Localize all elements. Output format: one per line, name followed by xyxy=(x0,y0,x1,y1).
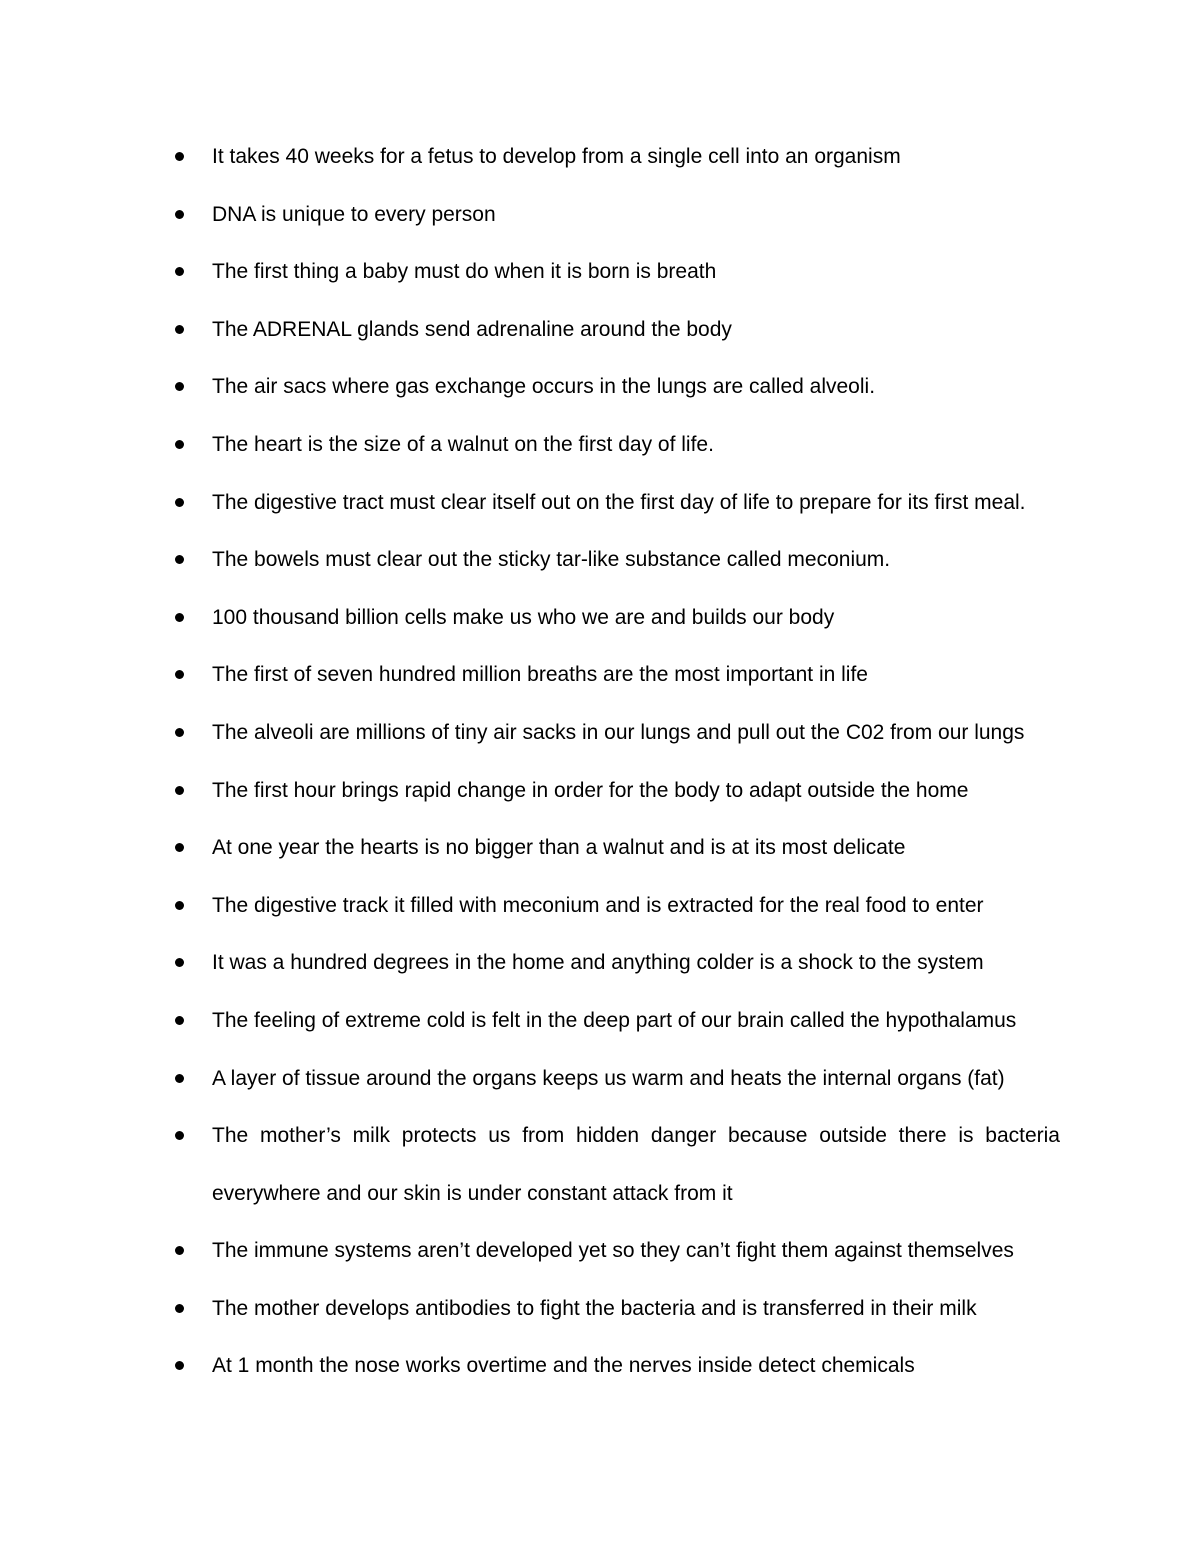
list-item-text: It was a hundred degrees in the home and anything colder is a shock to the system xyxy=(212,951,984,975)
bullet-icon xyxy=(175,1246,184,1255)
list-item xyxy=(0,474,1060,532)
list-item-text: The mother’s milk protects us from hidden danger because outside there is bacteria everywhere and our skin is under constant attack from it xyxy=(212,1124,1060,1205)
list-item-text: The digestive tract must clear itself out on the first day of life to prepare for its first meal. xyxy=(212,490,1026,514)
bullet-icon xyxy=(175,728,184,737)
bullet-icon xyxy=(175,1304,184,1313)
list-item-text: It takes 40 weeks for a fetus to develop from a single cell into an organism xyxy=(212,145,901,168)
bullet-icon xyxy=(175,1131,184,1140)
list-item xyxy=(0,1280,1060,1338)
list-item-text: At one year the hearts is no bigger than a walnut and is at its most delicate xyxy=(212,836,906,860)
list-item xyxy=(0,1337,1060,1395)
bullet-icon xyxy=(175,1016,184,1025)
bullet-icon xyxy=(175,843,184,852)
list-item-text: The digestive track it filled with meconium and is extracted for the real food to enter xyxy=(212,893,984,917)
bullet-icon xyxy=(175,901,184,910)
list-item xyxy=(0,358,1060,416)
bullet-icon xyxy=(175,670,184,679)
list-item xyxy=(0,704,1060,762)
bullet-icon xyxy=(175,382,184,391)
bullet-list xyxy=(0,128,1200,1395)
list-item-text: The first thing a baby must do when it is born is breath xyxy=(212,260,717,284)
bullet-icon xyxy=(175,325,184,334)
bullet-icon xyxy=(175,613,184,622)
list-item xyxy=(0,301,1060,359)
list-item xyxy=(0,1222,1060,1280)
list-item-text: The ADRENAL glands send adrenaline around the body xyxy=(212,317,732,341)
bullet-icon xyxy=(175,1361,184,1370)
list-item-text: The feeling of extreme cold is felt in the deep part of our brain called the hypothalamus xyxy=(212,1008,1017,1032)
list-item xyxy=(0,819,1060,877)
list-item-text: The air sacs where gas exchange occurs in the lungs are called alveoli. xyxy=(212,375,876,399)
list-item-text: The bowels must clear out the sticky tar-like substance called meconium. xyxy=(212,548,891,572)
bullet-icon xyxy=(175,267,184,276)
list-item xyxy=(0,1107,1060,1222)
bullet-icon xyxy=(175,1074,184,1083)
list-item xyxy=(0,243,1060,301)
list-item-text: The mother develops antibodies to fight the bacteria and is transferred in their milk xyxy=(212,1296,977,1320)
list-item xyxy=(0,877,1060,935)
list-item-text: The first of seven hundred million breaths are the most important in life xyxy=(212,663,868,687)
list-item xyxy=(0,762,1060,820)
bullet-icon xyxy=(175,498,184,507)
list-item-text: The first hour brings rapid change in order for the body to adapt outside the home xyxy=(212,778,969,802)
list-item xyxy=(0,531,1060,589)
list-item xyxy=(0,416,1060,474)
bullet-icon xyxy=(175,440,184,449)
bullet-icon xyxy=(175,210,184,219)
list-item xyxy=(0,646,1060,704)
list-item xyxy=(0,589,1060,647)
bullet-icon xyxy=(175,555,184,564)
list-item-text: At 1 month the nose works overtime and the nerves inside detect chemicals xyxy=(212,1354,915,1378)
list-item xyxy=(0,934,1060,992)
list-item xyxy=(0,128,1060,186)
bullet-icon xyxy=(175,152,184,161)
list-item-text: The immune systems aren’t developed yet so they can’t fight them against themselves xyxy=(212,1239,1014,1263)
bullet-icon xyxy=(175,786,184,795)
list-item-text: The heart is the size of a walnut on the first day of life. xyxy=(212,432,714,456)
bullet-icon xyxy=(175,958,184,967)
list-item xyxy=(0,186,1060,244)
list-item-text: The alveoli are millions of tiny air sacks in our lungs and pull out the C02 from our lungs xyxy=(212,720,1025,744)
list-item xyxy=(0,1050,1060,1108)
list-item xyxy=(0,992,1060,1050)
list-item-text: A layer of tissue around the organs keeps us warm and heats the internal organs (fat) xyxy=(212,1066,1005,1090)
list-item-text: 100 thousand billion cells make us who we are and builds our body xyxy=(212,605,835,629)
list-item-text: DNA is unique to every person xyxy=(212,202,496,226)
